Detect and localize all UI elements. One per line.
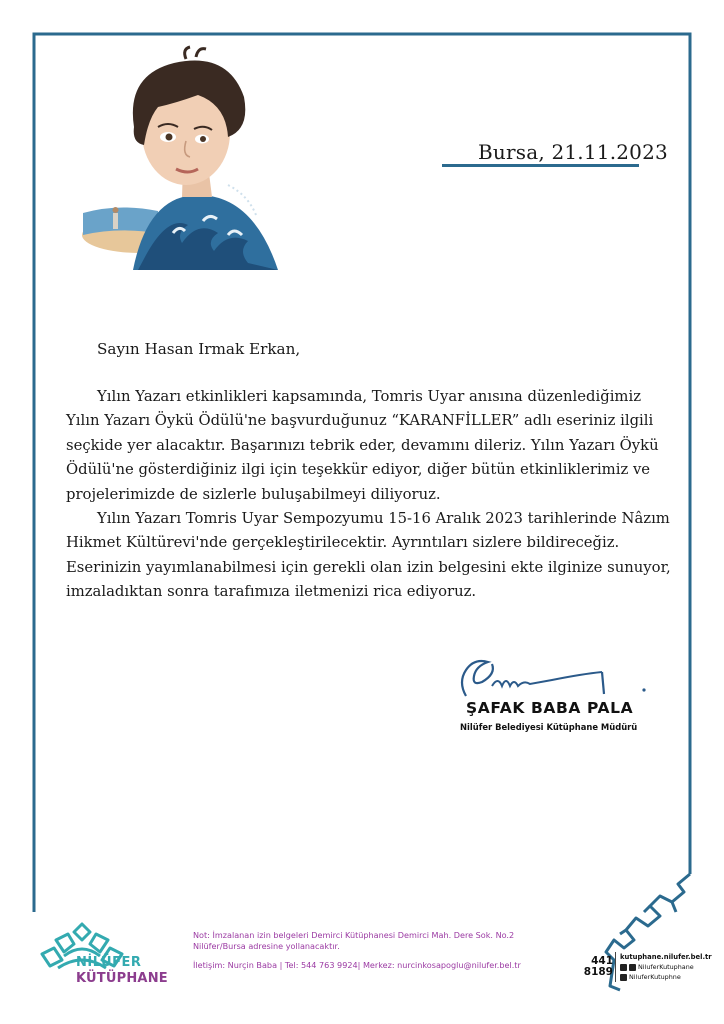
signer-name: ŞAFAK BABA PALA [466,699,634,717]
instagram-icon [629,964,636,971]
footer-divider [615,952,616,982]
social-handle-1: NiluferKutuphane [638,963,694,971]
body-paragraph-2: Yılın Yazarı Tomris Uyar Sempozyumu 15-16 Aralık 2023 tarihlerinde Nâzım Hikmet Kültürevi'nde gerçekleştirilecektir. Ayrıntıları sizlere bildireceğiz. Eserinizin yayımlanabilmesi için gerekli olan izin belgesini ekte ilginize sunuyor, imzaladıktan sonra tarafımıza iletmenizi rica ediyoruz. [66,510,671,601]
signer-title: Nilüfer Belediyesi Kütüphane Müdürü [460,722,638,732]
facebook-icon [620,964,627,971]
social-row-2[interactable] [620,972,712,982]
footer-note: Not: İmzalanan izin belgeleri Demirci Kütüphanesi Demirci Mah. Dere Sok. No.2 Nilüfer/Bursa adresine yollanacaktır. [193,930,515,951]
signature-mark [452,652,652,700]
social-row-1[interactable] [620,962,712,972]
phone-line-2: 8189 [583,966,613,978]
letter-date: Bursa, 21.11.2023 [478,140,668,164]
portrait-illustration [78,45,290,270]
logo-line-2: KÜTÜPHANE [76,971,168,986]
twitter-icon [620,974,627,981]
body-paragraph-1: Yılın Yazarı etkinlikleri kapsamında, Tomris Uyar anısına düzenlediğimiz Yılın Yazarı Öykü Ödülü'ne başvurduğunuz “KARANFİLLER” adlı eseriniz ilgili seçkide yer alacaktır. Başarınızı tebrik eder, devamını dileriz. Yılın Yazarı Öykü Ödülü'ne gösterdiğiniz ilgi için teşekkür ediyor, diğer bütün etkinliklerimiz ve projelerimizde de sizlerle buluşabilmeyi diliyoruz. [66,388,659,503]
social-handle-2: NiluferKutuphne [629,973,681,981]
phone-line-1: 441 [591,955,613,967]
logo-line-1: NİLÜFER [76,955,142,970]
salutation: Sayın Hasan Irmak Erkan, [97,340,301,358]
website-link[interactable]: kutuphane.nilufer.bel.tr [620,953,712,961]
footer-contact: İletişim: Nurçin Baba | Tel: 544 763 9924| Merkez: nurcinkosapoglu@nilufer.bel.tr [193,960,521,970]
letter-body [66,385,676,605]
social-links [620,952,712,982]
phone-number [583,956,613,978]
date-underline [442,164,639,167]
